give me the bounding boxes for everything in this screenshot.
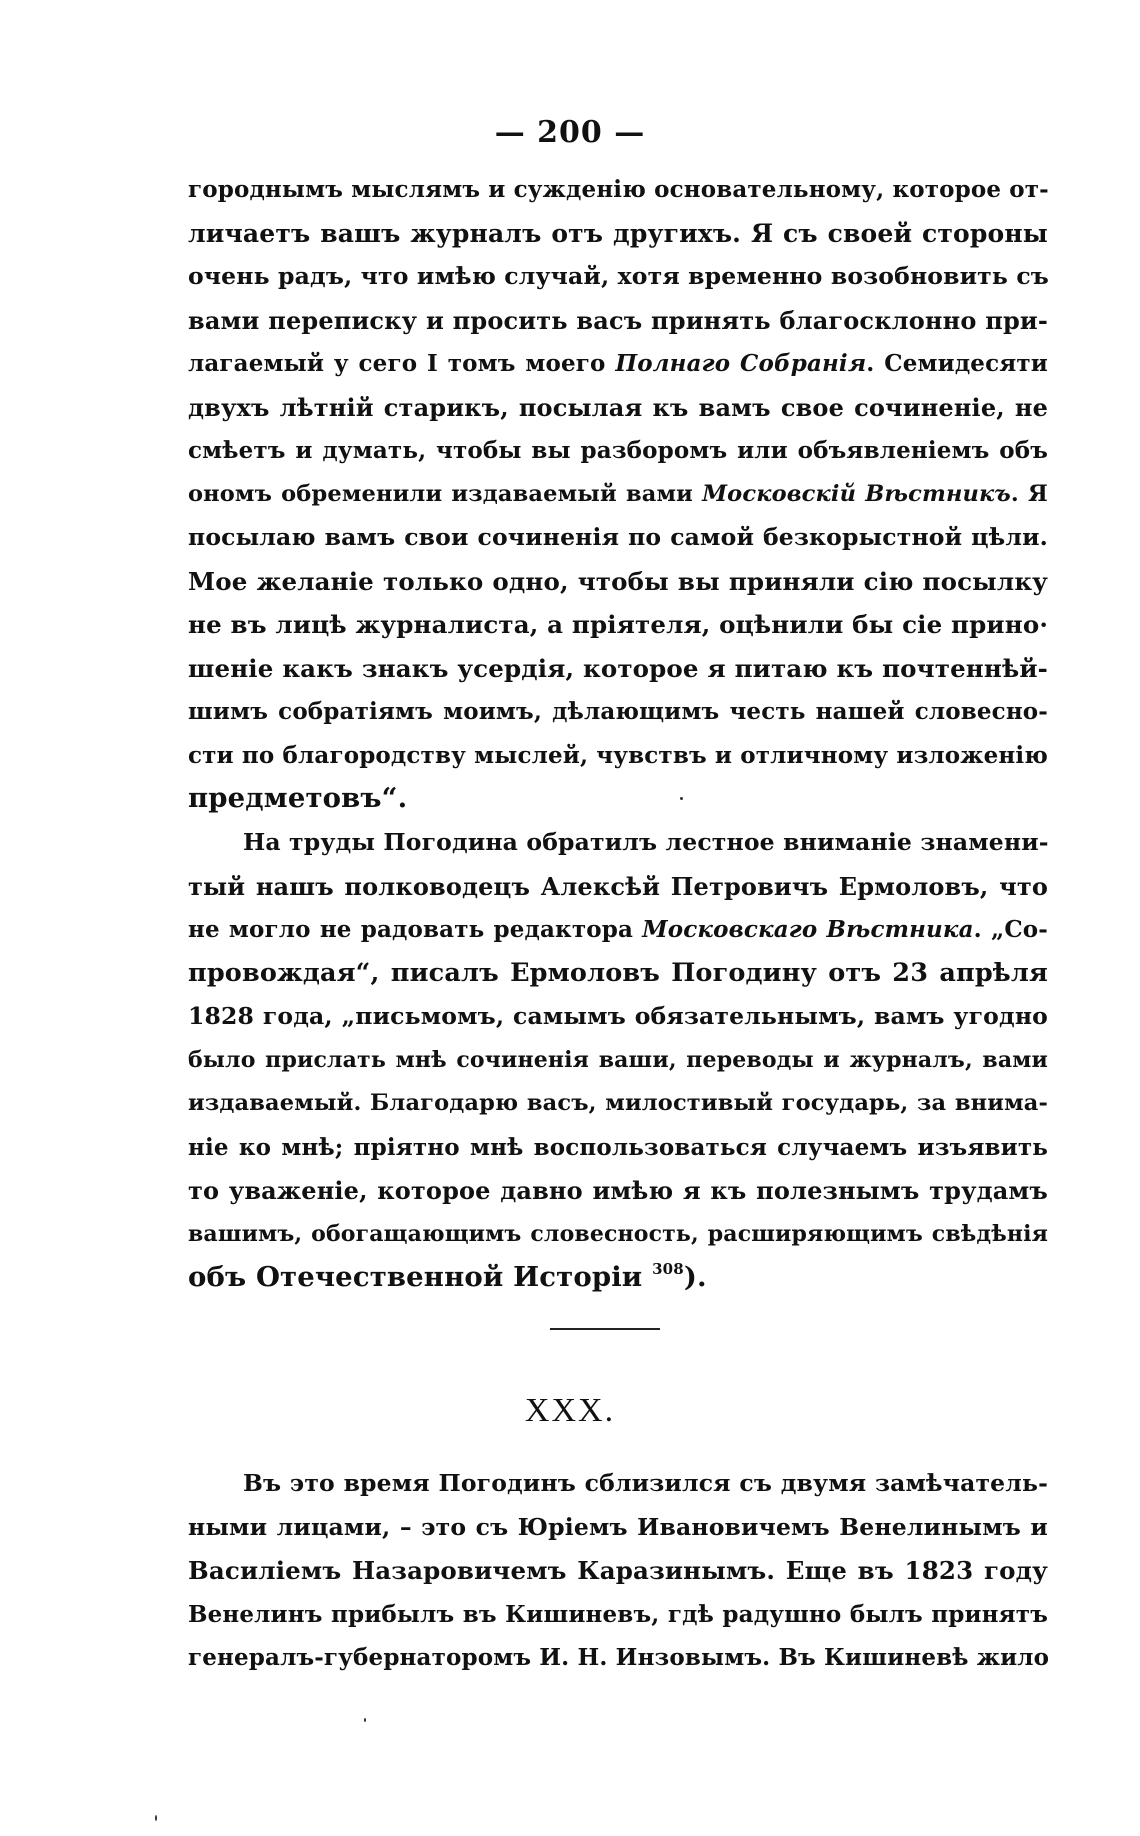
text-line xyxy=(188,908,1048,952)
section-divider xyxy=(550,1328,660,1330)
text-line: шимъ собратіямъ моимъ, дѣлающимъ честь нашей словесно- xyxy=(188,698,1048,725)
text-line: ніе ко мнѣ; пріятно мнѣ воспользоваться случаемъ изъявить xyxy=(188,1133,1048,1161)
text-run: . Я xyxy=(1010,480,1048,507)
text-line: городнымъ мыслямъ и сужденію основательному, которое от- xyxy=(188,176,1049,203)
text-line: Василіемъ Назаровичемъ Каразинымъ. Еще въ 1823 году xyxy=(188,1556,1048,1585)
italic-title: Московскаго Вѣстника xyxy=(642,916,974,943)
text-line xyxy=(188,1256,1048,1300)
text-line: шеніе какъ знакъ усердія, которое я питаю къ почтеннѣй- xyxy=(188,653,1048,683)
text-line: издаваемый. Благодарю васъ, милостивый государь, за внима- xyxy=(188,1090,1048,1116)
text-line: провождая“, писалъ Ермоловъ Погодину отъ 23 апрѣля xyxy=(188,957,1048,988)
paragraph-yermolov xyxy=(188,821,1048,1300)
text-run: лагаемый у сего I томъ моего xyxy=(188,350,616,377)
text-line: Въ это время Погодинъ сблизился съ двумя замѣчатель- xyxy=(243,1469,1048,1497)
text-line: личаетъ вашъ журналъ отъ другихъ. Я съ своей стороны xyxy=(188,218,1048,248)
text-line: вашимъ, обогащающимъ словесность, расширяющимъ свѣдѣнія xyxy=(188,1220,1048,1247)
footnote-marker: 308 xyxy=(652,1260,684,1278)
text-run: . „Со- xyxy=(973,916,1048,943)
text-run: ). xyxy=(683,1261,707,1293)
text-line: то уваженіе, которое давно имѣю я къ полезнымъ трудамъ xyxy=(188,1176,1048,1205)
scan-speck xyxy=(155,1815,157,1821)
text-line xyxy=(188,473,1048,517)
text-line: не въ лицѣ журналиста, а пріятеля, оцѣнили бы сіе прино· xyxy=(188,610,1048,639)
scan-speck xyxy=(680,797,683,800)
text-run: не могло не радовать редактора xyxy=(188,916,643,943)
text-line: ными лицами, – это съ Юріемъ Ивановичемъ Венелинымъ и xyxy=(188,1512,1048,1541)
text-run: ономъ обременили издаваемый вами xyxy=(188,480,703,507)
italic-title: Московскій Вѣстникъ xyxy=(702,480,1011,507)
text-line: было прислать мнѣ сочиненія ваши, переводы и журналъ, вами xyxy=(188,1046,1048,1073)
text-run: объ Отечественной Исторіи xyxy=(188,1261,653,1293)
text-line: 1828 года, „письмомъ, самымъ обязательнымъ, вамъ угодно xyxy=(188,1002,1048,1030)
text-line: тый нашъ полководецъ Алексѣй Петровичъ Ермоловъ, что xyxy=(188,871,1048,901)
section-heading: XXX. xyxy=(524,1392,616,1429)
paragraph-section-xxx xyxy=(188,1462,1048,1680)
scan-speck xyxy=(364,1718,366,1722)
text-line: Мое желаніе только одно, чтобы вы приняли сію посылку xyxy=(188,566,1048,596)
text-line: посылаю вамъ свои сочиненія по самой безкорыстной цѣли. xyxy=(188,523,1048,551)
text-line: предметовъ“. xyxy=(188,782,408,814)
text-line: Венелинъ прибылъ въ Кишиневъ, гдѣ радушно былъ принятъ xyxy=(188,1600,1048,1628)
page-number: — 200 — xyxy=(494,115,646,150)
text-run: . Семидесяти xyxy=(866,350,1048,377)
text-line: смѣетъ и думать, чтобы вы разборомъ или объявленіемъ объ xyxy=(188,437,1048,464)
text-line: очень радъ, что имѣю случай, хотя временно возобновить съ xyxy=(188,262,1049,290)
text-line xyxy=(188,342,1048,386)
italic-title: Полнаго Собранія xyxy=(615,350,867,377)
text-line: генералъ-губернаторомъ И. Н. Инзовымъ. Въ Кишиневѣ жило xyxy=(188,1644,1050,1671)
text-line: двухъ лѣтній старикъ, посылая къ вамъ свое сочиненіе, не xyxy=(188,392,1048,422)
text-line: вами переписку и просить васъ принять благосклонно при- xyxy=(188,305,1048,335)
text-line: На труды Погодина обратилъ лестное вниманіе знамени- xyxy=(243,828,1049,856)
text-line: сти по благородству мыслей, чувствъ и отличному изложенію xyxy=(188,741,1049,769)
paragraph-letter-quote xyxy=(188,168,1048,821)
